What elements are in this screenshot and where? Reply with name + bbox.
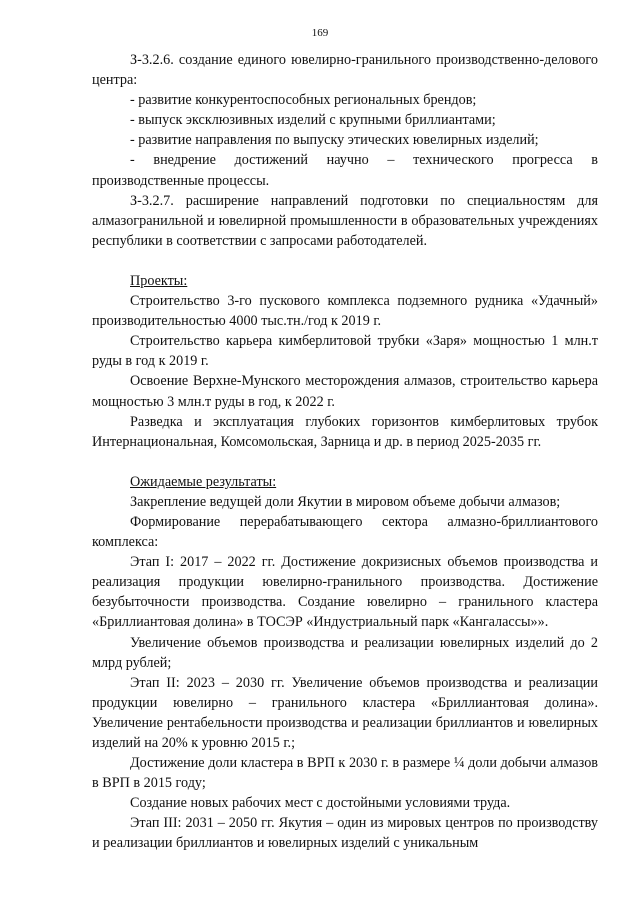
paragraph: Освоение Верхне-Мунского месторождения алмазов, строительство карьера мощностью 3 млн.т руды в год, к 2022 г. [92, 373, 598, 410]
paragraph: Закрепление ведущей доли Якутии в мировом объеме добычи алмазов; [130, 493, 561, 510]
section-heading-text: Проекты: [130, 272, 188, 289]
paragraph: Разведка и эксплуатация глубоких горизонтов кимберлитовых трубок Интернациональная, Комсомольская, Зарница и др. в период 2025-2035 гг. [92, 413, 598, 450]
section-heading [92, 472, 598, 492]
paragraph-spacer [92, 452, 598, 472]
paragraph: Этап I: 2017 – 2022 гг. Достижение докризисных объемов производства и реализация продукции ювелирно-гранильного производства. Достижение безубыточности производства. Создание ювелирно – гранильного кластера «Бриллиантовая долина» в ТОСЭР «Индустриальный парк «Кангаласcы»». [92, 554, 598, 631]
paragraph: Строительство 3-го пускового комплекса подземного рудника «Удачный» производительностью 4000 тыс.тн./год к 2019 г. [92, 293, 598, 330]
paragraph: - внедрение достижений научно – технического прогресса в производственные процессы. [92, 152, 598, 189]
paragraph: - выпуск эксклюзивных изделий с крупными бриллиантами; [130, 112, 496, 129]
paragraph: З-3.2.6. создание единого ювелирно-гранильного производственно-делового центра: [92, 52, 598, 89]
paragraph: Строительство карьера кимберлитовой трубки «Заря» мощностью 1 млн.т руды в год к 2019 г. [92, 333, 598, 370]
paragraph: З-3.2.7. расширение направлений подготовки по специальностям для алмазогранильной и ювелирной промышленности в образовательных учреждениях республики в соответствии с запросами работодателей. [92, 192, 598, 249]
paragraph: - развитие направления по выпуску этических ювелирных изделий; [130, 132, 539, 149]
paragraph: - развитие конкурентоспособных региональных брендов; [130, 92, 477, 109]
paragraph: Формирование перерабатывающего сектора алмазно-бриллиантового комплекса: [92, 513, 598, 551]
paragraph: Этап III: 2031 – 2050 гг. Якутия – один из мировых центров по производству и реализации бриллиантов и ювелирных изделий с уникальным [92, 815, 598, 852]
paragraph: Увеличение объемов производства и реализации ювелирных изделий до 2 млрд рублей; [92, 634, 598, 671]
paragraph: Достижение доли кластера в ВРП к 2030 г. в размере ¼ доли добычи алмазов в ВРП в 2015 году; [92, 755, 598, 792]
paragraph: Этап II: 2023 – 2030 гг. Увеличение объемов производства и реализации продукции ювелирно – гранильного кластера «Бриллиантовая долина». Увеличение рентабельности производства и реализации бриллиантов и ювелирных изделий на 20% к уровню 2015 г.; [92, 674, 598, 751]
section-heading-text: Ожидаемые результаты: [130, 473, 277, 490]
document-body [92, 50, 598, 854]
paragraph-spacer [92, 251, 598, 271]
section-heading [92, 271, 598, 291]
page-number: 169 [311, 27, 329, 39]
paragraph: Создание новых рабочих мест с достойными условиями труда. [130, 795, 511, 812]
